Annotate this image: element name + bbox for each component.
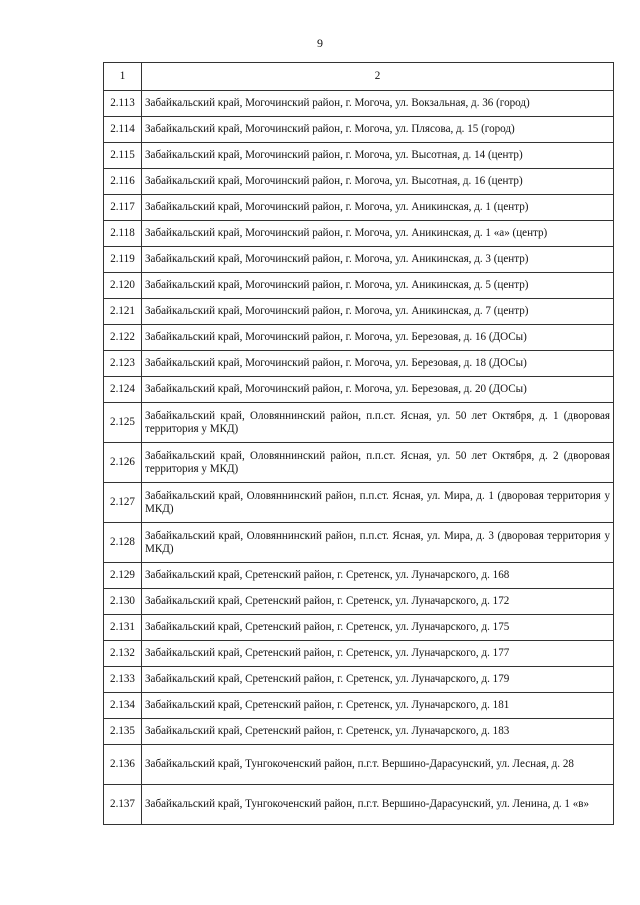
table-row bbox=[104, 785, 614, 825]
column-header-1: 1 bbox=[104, 63, 142, 91]
address-table-body bbox=[104, 63, 614, 825]
table-row bbox=[104, 377, 614, 403]
table-row bbox=[104, 667, 614, 693]
row-number: 2.127 bbox=[104, 483, 142, 523]
table-row bbox=[104, 483, 614, 523]
row-number: 2.119 bbox=[104, 247, 142, 273]
row-number: 2.132 bbox=[104, 641, 142, 667]
row-number: 2.135 bbox=[104, 719, 142, 745]
table-row bbox=[104, 719, 614, 745]
table-row bbox=[104, 523, 614, 563]
row-number: 2.133 bbox=[104, 667, 142, 693]
table-row bbox=[104, 443, 614, 483]
row-number: 2.124 bbox=[104, 377, 142, 403]
table-row bbox=[104, 745, 614, 785]
row-address: Забайкальский край, Могочинский район, г. Могоча, ул. Аникинская, д. 1 (центр) bbox=[142, 195, 614, 221]
row-address: Забайкальский край, Сретенский район, г. Сретенск, ул. Луначарского, д. 168 bbox=[142, 563, 614, 589]
row-number: 2.128 bbox=[104, 523, 142, 563]
row-address: Забайкальский край, Могочинский район, г. Могоча, ул. Высотная, д. 14 (центр) bbox=[142, 143, 614, 169]
row-address: Забайкальский край, Сретенский район, г. Сретенск, ул. Луначарского, д. 179 bbox=[142, 667, 614, 693]
row-address: Забайкальский край, Могочинский район, г. Могоча, ул. Березовая, д. 20 (ДОСы) bbox=[142, 377, 614, 403]
row-address: Забайкальский край, Могочинский район, г. Могоча, ул. Аникинская, д. 1 «а» (центр) bbox=[142, 221, 614, 247]
row-number: 2.120 bbox=[104, 273, 142, 299]
table-row bbox=[104, 143, 614, 169]
row-number: 2.123 bbox=[104, 351, 142, 377]
row-address: Забайкальский край, Могочинский район, г. Могоча, ул. Высотная, д. 16 (центр) bbox=[142, 169, 614, 195]
table-row bbox=[104, 273, 614, 299]
table-row bbox=[104, 247, 614, 273]
row-address: Забайкальский край, Могочинский район, г. Могоча, ул. Плясова, д. 15 (город) bbox=[142, 117, 614, 143]
table-row bbox=[104, 299, 614, 325]
row-number: 2.116 bbox=[104, 169, 142, 195]
row-number: 2.118 bbox=[104, 221, 142, 247]
table-row bbox=[104, 351, 614, 377]
row-number: 2.136 bbox=[104, 745, 142, 785]
column-header-2: 2 bbox=[142, 63, 614, 91]
row-address: Забайкальский край, Сретенский район, г. Сретенск, ул. Луначарского, д. 177 bbox=[142, 641, 614, 667]
row-address: Забайкальский край, Оловяннинский район, п.п.ст. Ясная, ул. Мира, д. 1 (дворовая территория у МКД) bbox=[142, 483, 614, 523]
table-row bbox=[104, 641, 614, 667]
row-address: Забайкальский край, Сретенский район, г. Сретенск, ул. Луначарского, д. 172 bbox=[142, 589, 614, 615]
row-number: 2.121 bbox=[104, 299, 142, 325]
address-table bbox=[103, 62, 614, 825]
row-address: Забайкальский край, Сретенский район, г. Сретенск, ул. Луначарского, д. 183 bbox=[142, 719, 614, 745]
row-number: 2.130 bbox=[104, 589, 142, 615]
table-row bbox=[104, 563, 614, 589]
row-address: Забайкальский край, Могочинский район, г. Могоча, ул. Аникинская, д. 7 (центр) bbox=[142, 299, 614, 325]
row-address: Забайкальский край, Сретенский район, г. Сретенск, ул. Луначарского, д. 181 bbox=[142, 693, 614, 719]
row-number: 2.125 bbox=[104, 403, 142, 443]
table-row bbox=[104, 221, 614, 247]
row-number: 2.115 bbox=[104, 143, 142, 169]
table-row bbox=[104, 589, 614, 615]
row-address: Забайкальский край, Могочинский район, г. Могоча, ул. Вокзальная, д. 36 (город) bbox=[142, 91, 614, 117]
row-number: 2.117 bbox=[104, 195, 142, 221]
row-address: Забайкальский край, Оловяннинский район, п.п.ст. Ясная, ул. Мира, д. 3 (дворовая территория у МКД) bbox=[142, 523, 614, 563]
row-number: 2.131 bbox=[104, 615, 142, 641]
table-row bbox=[104, 195, 614, 221]
table-row bbox=[104, 615, 614, 641]
table-header-row bbox=[104, 63, 614, 91]
page-number: 9 bbox=[317, 36, 323, 50]
row-number: 2.114 bbox=[104, 117, 142, 143]
table-row bbox=[104, 693, 614, 719]
row-address: Забайкальский край, Могочинский район, г. Могоча, ул. Аникинская, д. 3 (центр) bbox=[142, 247, 614, 273]
table-row bbox=[104, 403, 614, 443]
table-row bbox=[104, 117, 614, 143]
row-number: 2.129 bbox=[104, 563, 142, 589]
row-number: 2.126 bbox=[104, 443, 142, 483]
row-address: Забайкальский край, Могочинский район, г. Могоча, ул. Березовая, д. 18 (ДОСы) bbox=[142, 351, 614, 377]
row-address: Забайкальский край, Оловяннинский район, п.п.ст. Ясная, ул. 50 лет Октября, д. 1 (дворовая территория у МКД) bbox=[142, 403, 614, 443]
table-row bbox=[104, 169, 614, 195]
row-number: 2.113 bbox=[104, 91, 142, 117]
row-address: Забайкальский край, Сретенский район, г. Сретенск, ул. Луначарского, д. 175 bbox=[142, 615, 614, 641]
row-address: Забайкальский край, Тунгокоченский район, п.г.т. Вершино-Дарасунский, ул. Лесная, д. 28 bbox=[142, 745, 614, 785]
row-address: Забайкальский край, Могочинский район, г. Могоча, ул. Березовая, д. 16 (ДОСы) bbox=[142, 325, 614, 351]
row-number: 2.122 bbox=[104, 325, 142, 351]
row-address: Забайкальский край, Оловяннинский район, п.п.ст. Ясная, ул. 50 лет Октября, д. 2 (дворовая территория у МКД) bbox=[142, 443, 614, 483]
row-number: 2.137 bbox=[104, 785, 142, 825]
table-row bbox=[104, 91, 614, 117]
row-address: Забайкальский край, Тунгокоченский район, п.г.т. Вершино-Дарасунский, ул. Ленина, д. 1 «в» bbox=[142, 785, 614, 825]
table-row bbox=[104, 325, 614, 351]
row-address: Забайкальский край, Могочинский район, г. Могоча, ул. Аникинская, д. 5 (центр) bbox=[142, 273, 614, 299]
row-number: 2.134 bbox=[104, 693, 142, 719]
